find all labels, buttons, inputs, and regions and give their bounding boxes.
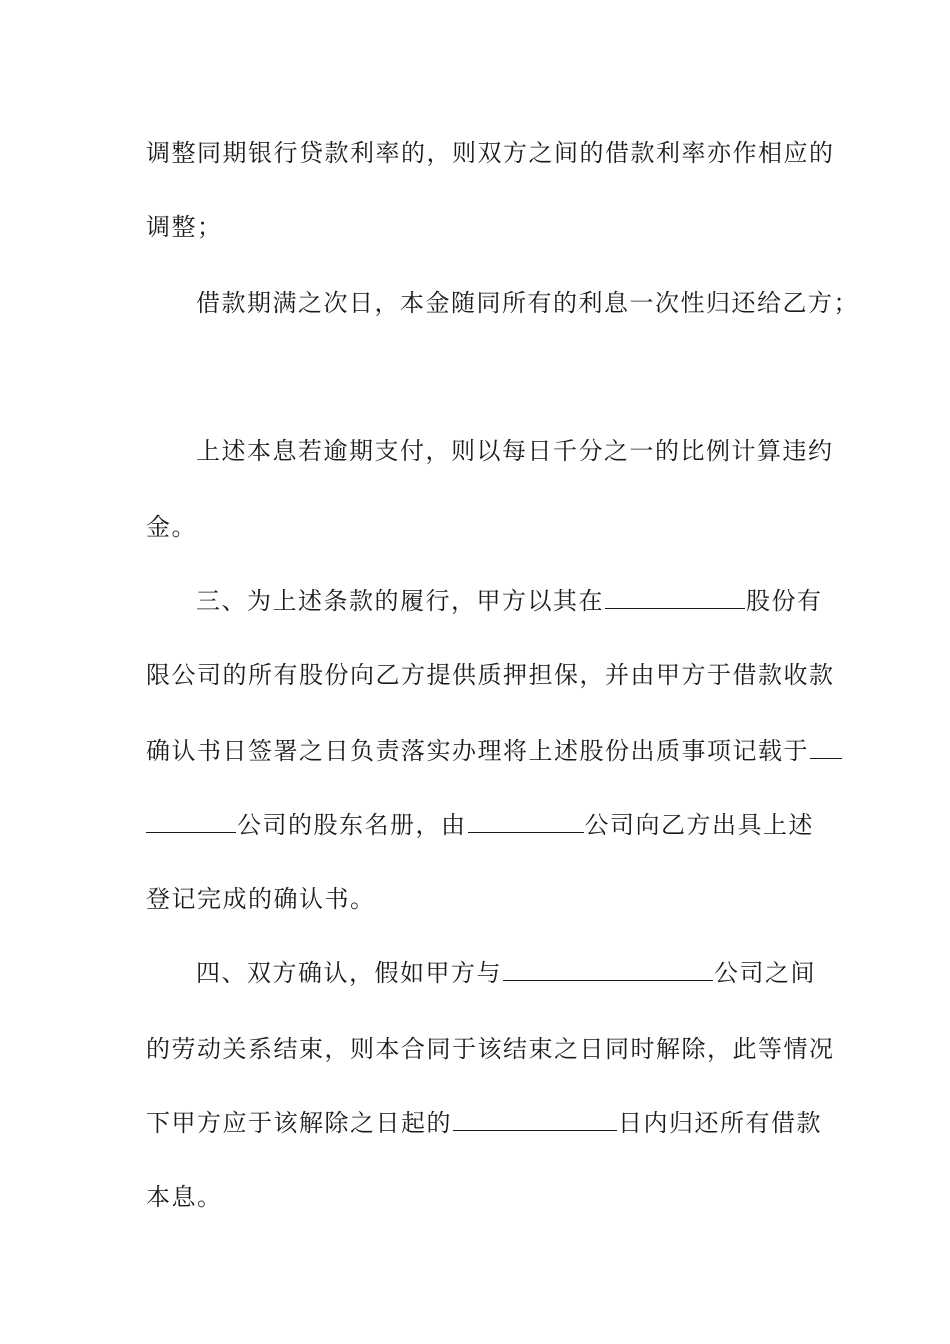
text: 的劳动关系结束，则本合同于该结束之日同时解除，此等情况 [146, 1035, 835, 1063]
text: 下甲方应于该解除之日起的 [146, 1109, 452, 1137]
paragraph-line [196, 436, 834, 466]
text: 调整； [146, 213, 223, 241]
paragraph-line [146, 884, 376, 914]
paragraph-line [196, 288, 859, 318]
fill-in-blank[interactable] [605, 586, 745, 609]
fill-in-blank[interactable] [468, 810, 584, 833]
paragraph-line [146, 1108, 822, 1138]
text: 确认书日签署之日负责落实办理将上述股份出质事项记载于 [146, 737, 809, 765]
text: 借款期满之次日，本金随同所有的利息一次性归还给乙方； [196, 289, 859, 317]
paragraph-line [146, 660, 835, 690]
text: 限公司的所有股份向乙方提供质押担保，并由甲方于借款收款 [146, 661, 835, 689]
text: 调整同期银行贷款利率的，则双方之间的借款利率亦作相应的 [146, 139, 835, 167]
fill-in-blank[interactable] [146, 810, 236, 833]
text: 金。 [146, 513, 197, 541]
paragraph-line [146, 736, 843, 766]
text: 四、双方确认，假如甲方与 [196, 959, 502, 987]
paragraph-line [146, 512, 197, 542]
paragraph-line [146, 212, 223, 242]
paragraph-line [196, 958, 816, 988]
paragraph-line [196, 586, 823, 616]
text: 公司向乙方出具上述 [584, 811, 814, 839]
fill-in-blank[interactable] [810, 736, 842, 759]
fill-in-blank[interactable] [453, 1108, 617, 1131]
text: 日内归还所有借款 [618, 1109, 822, 1137]
text: 公司的股东名册，由 [237, 811, 467, 839]
text: 公司之间 [714, 959, 816, 987]
paragraph-line [146, 1182, 223, 1212]
text: 本息。 [146, 1183, 223, 1211]
text: 三、为上述条款的履行，甲方以其在 [196, 587, 604, 615]
paragraph-line [146, 138, 835, 168]
paragraph-line [146, 1034, 835, 1064]
paragraph-line [146, 810, 814, 840]
text: 股份有 [746, 587, 823, 615]
fill-in-blank[interactable] [503, 958, 713, 981]
text: 登记完成的确认书。 [146, 885, 376, 913]
text: 上述本息若逾期支付，则以每日千分之一的比例计算违约 [196, 437, 834, 465]
